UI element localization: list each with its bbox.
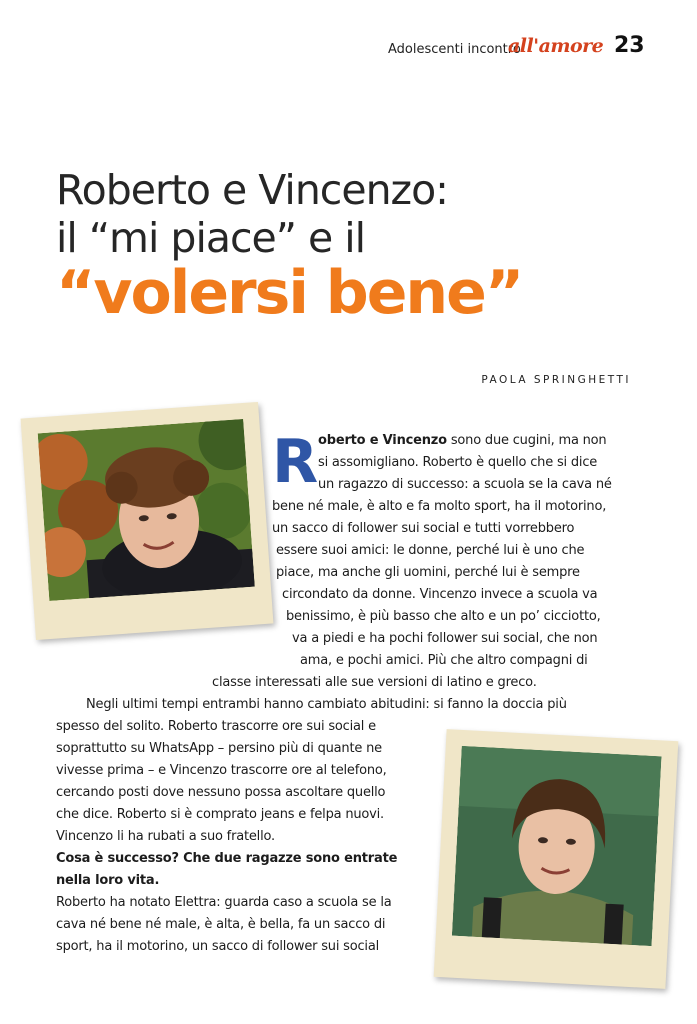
photo-roberto [38,419,255,601]
article-line: si assomigliano. Roberto è quello che si dice [318,455,598,470]
photo-vincenzo [452,746,662,946]
article-line: che dice. Roberto si è comprato jeans e felpa nuovi. [56,807,384,822]
article-line: soprattutto su WhatsApp – persino più di quante ne [56,741,382,756]
author-byline: PAOLA SPRINGHETTI [481,374,631,386]
page-number: 23 [614,33,645,58]
article-subheading: Cosa è successo? Che due ragazze sono entrate [56,851,398,866]
article-title-line2: il “mi piace” e il [56,214,366,262]
article-subheading: nella loro vita. [56,873,160,888]
article-line: piace, ma anche gli uomini, perché lui è sempre [276,565,580,580]
article-line: Roberto ha notato Elettra: guarda caso a scuola se la [56,895,392,910]
article-line: spesso del solito. Roberto trascorre ore sui social e [56,719,376,734]
article-line: va a piedi e ha pochi follower sui social, che non [292,631,598,646]
article-line: cercando posti dove nessuno possa ascoltare quello [56,785,386,800]
article-line: essere suoi amici: le donne, perché lui è uno che [276,543,585,558]
article-line: Negli ultimi tempi entrambi hanno cambiato abitudini: si fanno la doccia più [86,697,567,712]
article-title-line3: “volersi bene” [56,258,523,328]
article-line: circondato da donne. Vincenzo invece a scuola va [282,587,598,602]
article-line: ama, e pochi amici. Più che altro compagni di [300,653,588,668]
article-line: un sacco di follower sui social e tutti vorrebbero [272,521,575,536]
header-brand: all'amore [508,35,604,57]
article-line: oberto e Vincenzo sono due cugini, ma non [318,433,607,448]
photo-frame-roberto [21,402,274,640]
article-line: vivesse prima – e Vincenzo trascorre ore al telefono, [56,763,387,778]
article-line: bene né male, è alto e fa molto sport, ha il motorino, [272,499,607,514]
article-lead-bold: oberto e Vincenzo [318,433,447,448]
photo-frame-vincenzo [434,729,679,989]
article-line: classe interessati alle sue versioni di latino e greco. [212,675,537,690]
article-line: sport, ha il motorino, un sacco di follower sui social [56,939,380,954]
article-line: un ragazzo di successo: a scuola se la cava né [318,477,612,492]
header-tagline: Adolescenti incontro [388,42,521,57]
article-line: benissimo, è più basso che alto e un po’ cicciotto, [286,609,601,624]
article-line: Vincenzo li ha rubati a suo fratello. [56,829,275,844]
article-line: cava né bene né male, è alta, è bella, fa un sacco di [56,917,386,932]
drop-cap: R [272,427,319,497]
article-title-line1: Roberto e Vincenzo: [56,166,448,214]
